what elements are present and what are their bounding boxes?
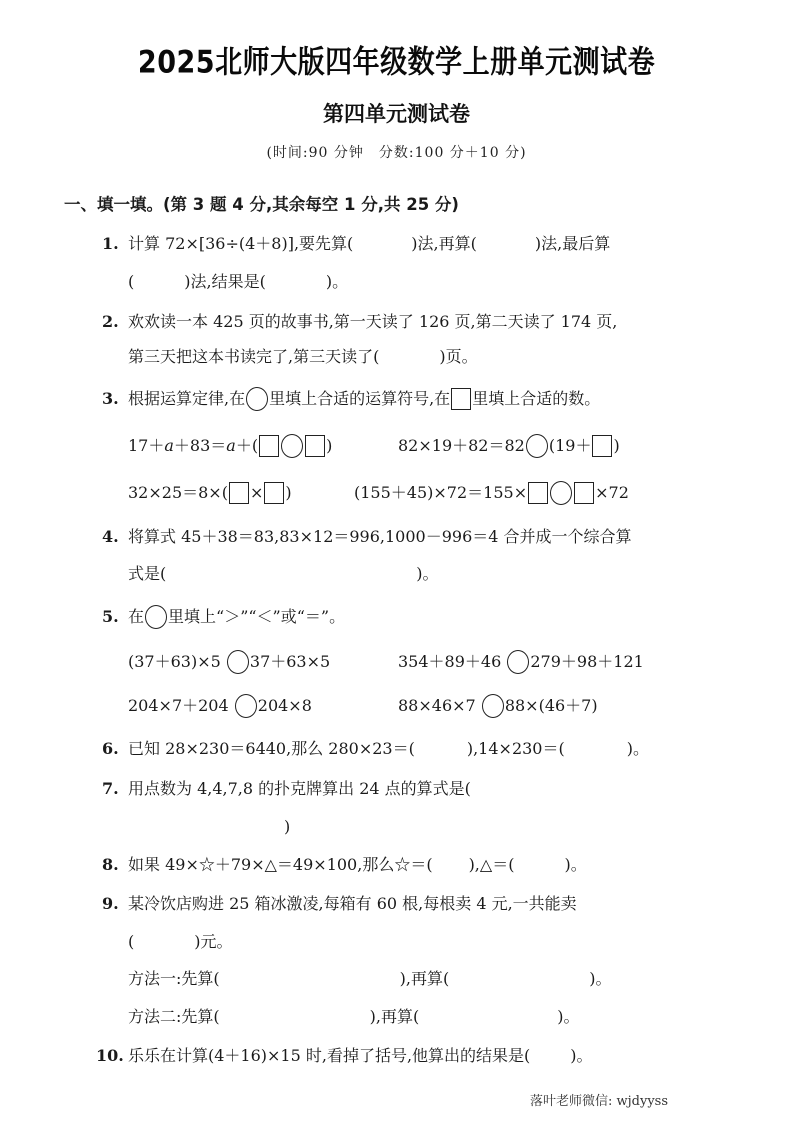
compare-right: 88×(46＋7)	[504, 696, 598, 715]
section-heading: 一、填一填。(第 3 题 4 分,其余每空 1 分,共 25 分)	[64, 195, 459, 214]
answer-circle[interactable]	[526, 434, 548, 458]
q4-text: 式是(	[128, 564, 167, 583]
unit-subtitle: 第四单元测试卷	[323, 102, 470, 126]
q7-text: 用点数为 4,4,7,8 的扑克牌算出 24 点的算式是(	[128, 779, 471, 798]
question-5-intro	[102, 605, 345, 629]
question-number: 4.	[102, 527, 119, 546]
q3-text: 根据运算定律,在	[128, 389, 246, 408]
q5-text: 里填上“＞”“＜”或“＝”。	[168, 607, 346, 626]
answer-box[interactable]	[229, 482, 249, 504]
q9-text: )元。	[194, 932, 233, 951]
eq-text: (155＋45)×72＝155×	[354, 483, 528, 502]
question-3-eq-1	[128, 434, 332, 458]
q2-text: 欢欢读一本 425 页的故事书,第一天读了 126 页,第二天读了 174 页,	[128, 312, 618, 331]
question-number: 3.	[102, 389, 119, 408]
question-number: 1.	[102, 234, 119, 253]
circle-icon	[246, 387, 268, 411]
q9-text: )。	[557, 1007, 580, 1026]
question-number: 6.	[102, 739, 119, 758]
exam-meta: (时间:90 分钟 分数:100 分＋10 分)	[266, 145, 527, 161]
q9-text: ),再算(	[369, 1007, 420, 1026]
question-6	[102, 737, 649, 761]
compare-item-2	[398, 650, 644, 674]
compare-left: 88×46×7	[398, 696, 476, 715]
eq-text: )	[326, 436, 333, 455]
answer-circle[interactable]	[482, 694, 504, 718]
question-3-intro	[102, 387, 600, 411]
eq-text: )	[613, 436, 620, 455]
question-4-line-2	[128, 562, 439, 586]
eq-text: ×	[249, 483, 264, 502]
question-number: 5.	[102, 607, 119, 626]
answer-circle[interactable]	[550, 481, 572, 505]
answer-box[interactable]	[574, 482, 594, 504]
answer-circle[interactable]	[235, 694, 257, 718]
q4-text: 将算式 45＋38＝83,83×12＝996,1000－996＝4 合并成一个综合算	[128, 527, 632, 546]
compare-item-1	[128, 650, 330, 674]
question-9-method-1	[128, 967, 611, 991]
q10-text: )。	[570, 1046, 593, 1065]
q9-text: 方法一:先算(	[128, 969, 220, 988]
q1-text: )。	[325, 272, 349, 291]
question-number: 9.	[102, 894, 119, 913]
q1-text: (	[128, 272, 135, 291]
variable-a: a	[226, 436, 236, 455]
q9-text: (	[128, 932, 135, 951]
variable-a: a	[164, 436, 174, 455]
question-4-line-1	[102, 525, 632, 549]
compare-right: 204×8	[257, 696, 312, 715]
q6-text: 已知 28×230＝6440,那么 280×23＝(	[128, 739, 415, 758]
compare-item-4	[398, 694, 598, 718]
compare-left: 354＋89＋46	[398, 652, 502, 671]
compare-right: 279＋98＋121	[530, 652, 644, 671]
q4-text: )。	[416, 564, 439, 583]
answer-box[interactable]	[305, 435, 325, 457]
question-3-eq-4	[354, 481, 629, 505]
eq-text: ＋(	[235, 436, 259, 455]
compare-right: 37＋63×5	[249, 652, 331, 671]
q6-text: )。	[626, 739, 649, 758]
answer-circle[interactable]	[281, 434, 303, 458]
q10-text: 乐乐在计算(4＋16)×15 时,看掉了括号,他算出的结果是(	[128, 1046, 531, 1065]
question-3-eq-3	[128, 481, 292, 505]
circle-icon	[145, 605, 167, 629]
q8-text: )。	[564, 855, 587, 874]
question-7-line-2: )	[284, 817, 291, 836]
question-9-line-1	[102, 892, 577, 916]
q1-text: )法,结果是(	[184, 272, 266, 291]
question-number: 2.	[102, 312, 119, 331]
answer-circle[interactable]	[507, 650, 529, 674]
question-number: 10.	[96, 1046, 124, 1065]
q1-text: )法,再算(	[411, 234, 477, 253]
q9-text: 某冷饮店购进 25 箱冰激凌,每箱有 60 根,每根卖 4 元,一共能卖	[128, 894, 577, 913]
q9-text: ),再算(	[399, 969, 450, 988]
question-9-line-2	[128, 930, 233, 954]
question-2-line-2	[128, 345, 478, 369]
question-9-method-2	[128, 1005, 579, 1029]
page-title: 2025北师大版四年级数学上册单元测试卷	[137, 45, 656, 81]
eq-text: (19＋	[548, 436, 592, 455]
question-3-eq-2	[398, 434, 620, 458]
q1-text: 计算 72×[36÷(4＋8)],要先算(	[128, 234, 354, 253]
q9-text: 方法二:先算(	[128, 1007, 220, 1026]
eq-text: ＋83＝	[173, 436, 227, 455]
footer-watermark: 落叶老师微信: wjdyyss	[530, 1094, 669, 1109]
q9-text: )。	[589, 969, 612, 988]
q3-text: 里填上合适的运算符号,在	[269, 389, 451, 408]
question-1-line-2	[128, 270, 348, 294]
answer-box[interactable]	[528, 482, 548, 504]
answer-box[interactable]	[259, 435, 279, 457]
q2-text: )页。	[439, 347, 478, 366]
eq-text: ×72	[595, 483, 629, 502]
q2-text: 第三天把这本书读完了,第三天读了(	[128, 347, 380, 366]
q1-text: )法,最后算	[534, 234, 611, 253]
answer-box[interactable]	[264, 482, 284, 504]
eq-text: )	[285, 483, 292, 502]
question-number: 7.	[102, 779, 119, 798]
answer-circle[interactable]	[227, 650, 249, 674]
compare-left: 204×7＋204	[128, 696, 229, 715]
eq-text: 82×19＋82＝82	[398, 436, 525, 455]
q8-text: ),△＝(	[468, 855, 515, 874]
square-icon	[451, 388, 471, 410]
compare-left: (37＋63)×5	[128, 652, 221, 671]
question-2-line-1	[102, 310, 617, 334]
compare-item-3	[128, 694, 312, 718]
answer-box[interactable]	[592, 435, 612, 457]
question-number: 8.	[102, 855, 119, 874]
q6-text: ),14×230＝(	[466, 739, 565, 758]
q3-text: 里填上合适的数。	[472, 389, 601, 408]
eq-text: 32×25＝8×(	[128, 483, 228, 502]
question-8	[102, 853, 587, 877]
eq-text: 17＋	[128, 436, 165, 455]
q8-text: 如果 49×☆＋79×△＝49×100,那么☆＝(	[128, 855, 433, 874]
question-1-line-1	[102, 232, 610, 256]
question-7-line-1	[102, 777, 621, 801]
q5-text: 在	[128, 607, 145, 626]
question-10	[96, 1044, 593, 1068]
